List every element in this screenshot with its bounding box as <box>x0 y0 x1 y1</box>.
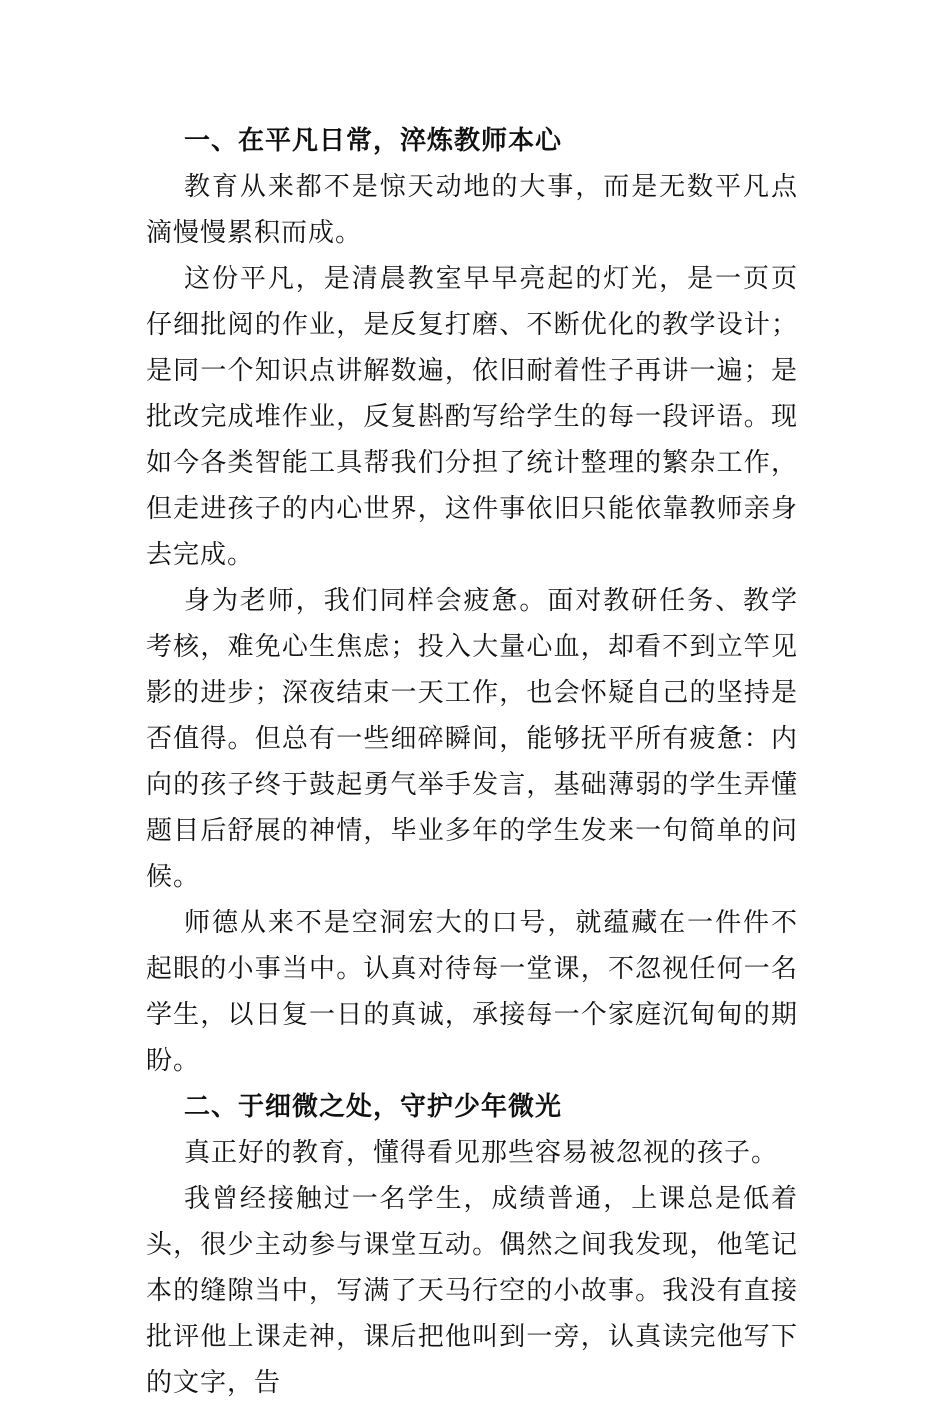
paragraph: 身为老师，我们同样会疲惫。面对教研任务、教学考核，难免心生焦虑；投入大量心血，却看不到立竿见影的进步；深夜结束一天工作，也会怀疑自己的坚持是否值得。但总有一些细碎瞬间，能够抚平所有疲惫：内向的孩子终于鼓起勇气举手发言，基础薄弱的学生弄懂题目后舒展的神情，毕业多年的学生发来一句简单的问候。 <box>146 586 798 892</box>
section-heading-2: 二、于细微之处，守护少年微光 <box>184 1092 563 1122</box>
paragraph: 师德从来不是空洞宏大的口号，就蕴藏在一件件不起眼的小事当中。认真对待每一堂课，不忽视任何一名学生，以日复一日的真诚，承接每一个家庭沉甸甸的期盼。 <box>146 908 798 1076</box>
paragraph: 教育从来都不是惊天动地的大事，而是无数平凡点滴慢慢累积而成。 <box>146 172 798 248</box>
document-body <box>146 118 798 1406</box>
paragraph: 真正好的教育，懂得看见那些容易被忽视的孩子。 <box>184 1138 779 1168</box>
section-heading-1: 一、在平凡日常，淬炼教师本心 <box>184 126 563 156</box>
paragraph: 这份平凡，是清晨教室早早亮起的灯光，是一页页仔细批阅的作业，是反复打磨、不断优化的教学设计；是同一个知识点讲解数遍，依旧耐着性子再讲一遍；是批改完成堆作业，反复斟酌写给学生的每一段评语。现如今各类智能工具帮我们分担了统计整理的繁杂工作，但走进孩子的内心世界，这件事依旧只能依靠教师亲身去完成。 <box>146 264 798 570</box>
paragraph: 我曾经接触过一名学生，成绩普通，上课总是低着头，很少主动参与课堂互动。偶然之间我发现，他笔记本的缝隙当中，写满了天马行空的小故事。我没有直接批评他上课走神，课后把他叫到一旁，认真读完他写下的文字，告 <box>146 1184 798 1398</box>
